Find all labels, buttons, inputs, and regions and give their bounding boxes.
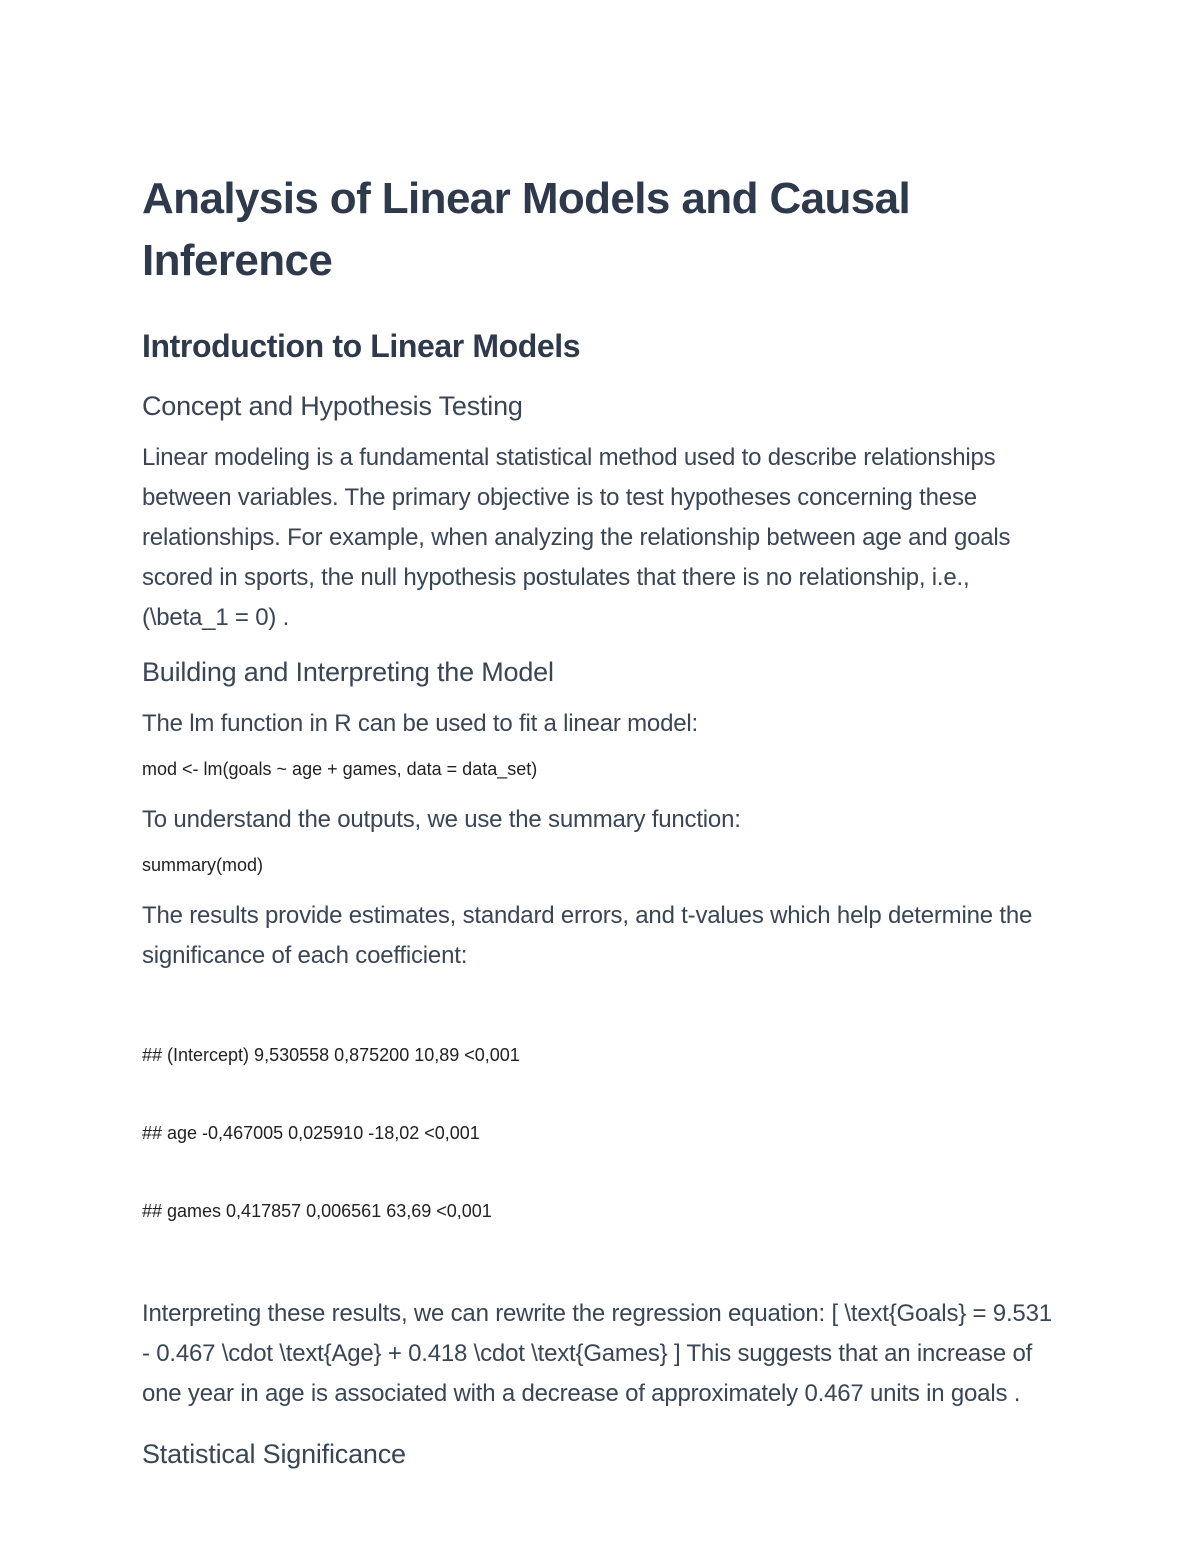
- summary-code-line: summary(mod): [142, 855, 264, 875]
- results-code-line-age: ## age -0,467005 0,025910 -18,02 <0,001: [142, 1123, 480, 1143]
- results-code-block: [142, 990, 1062, 1276]
- concept-paragraph: Linear modeling is a fundamental statistical method used to describe relationships between variables. The primary objective is to test hypotheses concerning these relationships. For example, when analyzing the relationship between age and goals scored in sports, the null hypothesis postulates that there is no relationship, i.e., (\beta_1 = 0) .: [142, 444, 1011, 631]
- results-paragraph: The results provide estimates, standard errors, and t-values which help determine the significance of each coefficient:: [142, 902, 1033, 969]
- results-code-line-intercept: ## (Intercept) 9,530558 0,875200 10,89 <0,001: [142, 1045, 520, 1065]
- interpretation-paragraph: Interpreting these results, we can rewrite the regression equation: [ \text{Goals} = 9.531 - 0.467 \cdot \text{Age} + 0.418 \cdot \text{Games} ] This suggests that an increase of one year in age is associated with a decrease of approximately 0.467 units in goals .: [142, 1300, 1052, 1407]
- section-heading-intro: Introduction to Linear Models: [142, 328, 581, 364]
- document-page: [142, 168, 1062, 1472]
- subsection-heading-building: Building and Interpreting the Model: [142, 657, 554, 687]
- subsection-heading-significance: Statistical Significance: [142, 1439, 406, 1469]
- lm-code-line: mod <- lm(goals ~ age + games, data = data_set): [142, 759, 538, 779]
- summary-intro-paragraph: To understand the outputs, we use the summary function:: [142, 806, 741, 833]
- document-title: Analysis of Linear Models and Causal Inference: [142, 174, 911, 285]
- results-code-line-games: ## games 0,417857 0,006561 63,69 <0,001: [142, 1201, 492, 1221]
- subsection-heading-concept: Concept and Hypothesis Testing: [142, 391, 523, 421]
- lm-intro-paragraph: The lm function in R can be used to fit a linear model:: [142, 710, 698, 737]
